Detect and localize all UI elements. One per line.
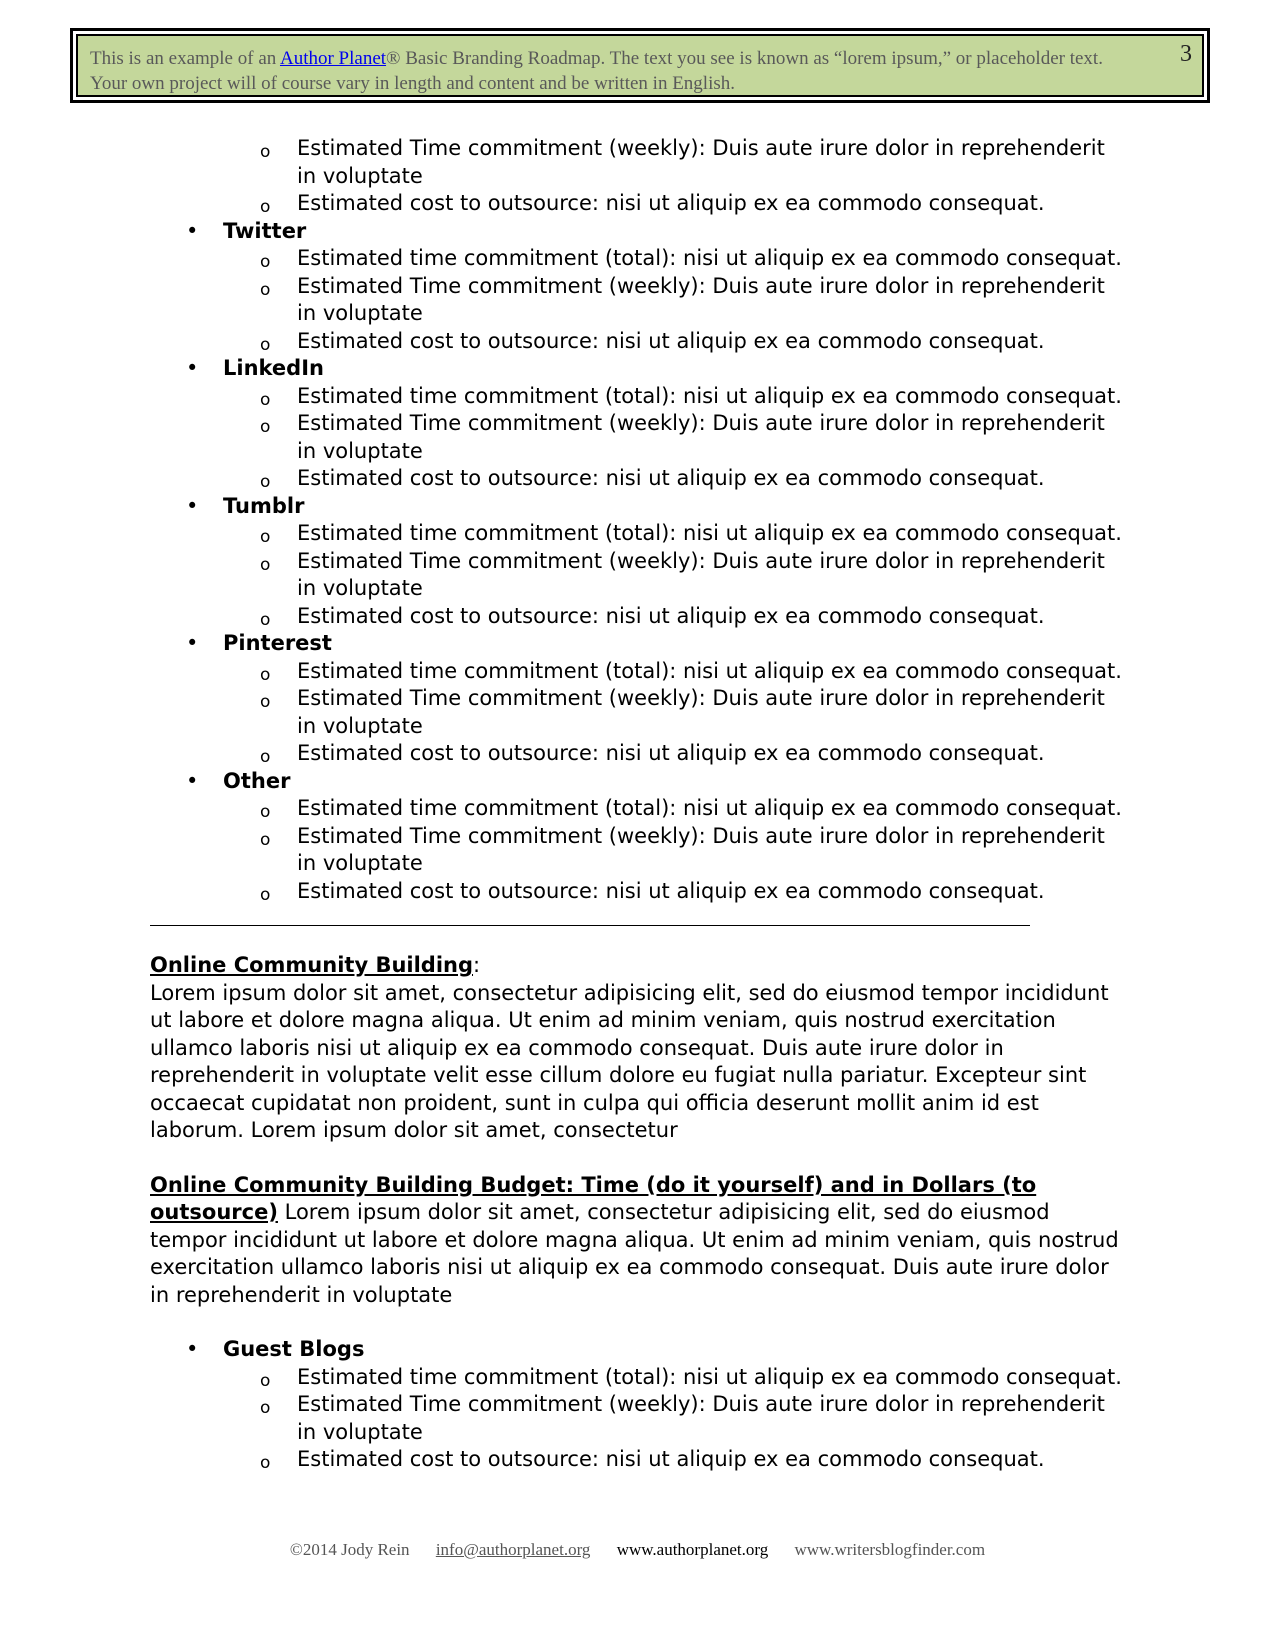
list-item-text: Estimated time commitment (total): nisi ut aliquip ex ea commodo consequat. bbox=[297, 521, 1122, 545]
sub-bullet-icon: o bbox=[260, 527, 271, 547]
list-item-text: Estimated time commitment (total): nisi ut aliquip ex ea commodo consequat. bbox=[297, 1364, 1122, 1389]
sub-bullet-icon: o bbox=[260, 142, 271, 162]
sub-bullet-icon: o bbox=[260, 252, 271, 272]
sub-bullet-icon: o bbox=[260, 609, 271, 630]
platform-item-guest-blogs bbox=[150, 1336, 1130, 1474]
list-item bbox=[150, 135, 1130, 190]
list-item-text: Estimated Time commitment (weekly): Duis aute irure dolor in reprehenderit in voluptate bbox=[297, 1392, 1105, 1444]
platform-item-linkedin bbox=[150, 355, 1130, 493]
footer-email-link[interactable]: info@authorplanet.org bbox=[435, 1540, 591, 1559]
list-item bbox=[223, 328, 1130, 356]
list-item-text: Estimated Time commitment (weekly): Duis aute irure dolor in reprehenderit in voluptate bbox=[297, 548, 1105, 600]
bullet-icon: • bbox=[186, 218, 199, 243]
list-item-text: Estimated cost to outsource: nisi ut aliquip ex ea commodo consequat. bbox=[297, 466, 1045, 490]
list-item bbox=[223, 740, 1130, 768]
sub-bullet-icon: o bbox=[260, 1398, 271, 1418]
header-banner bbox=[70, 28, 1210, 103]
author-planet-link[interactable]: Author Planet bbox=[279, 48, 387, 69]
sub-bullet-icon: o bbox=[260, 554, 271, 575]
list-item-text: Estimated Time commitment (weekly): Duis aute irure dolor in reprehenderit in voluptate bbox=[297, 686, 1105, 738]
sub-bullet-icon: o bbox=[260, 664, 271, 685]
budget-heading: Online Community Building Budget: Time (do it yourself) and in Dollars (to outsource) bbox=[150, 1172, 1037, 1224]
list-item-text: Estimated cost to outsource: nisi ut aliquip ex ea commodo consequat. bbox=[297, 741, 1045, 765]
sub-bullet-icon: o bbox=[260, 747, 271, 767]
footer-site-link[interactable]: www.authorplanet.org bbox=[616, 1540, 769, 1559]
list-item bbox=[223, 658, 1130, 686]
list-item-text: Estimated cost to outsource: nisi ut aliquip ex ea commodo consequat. bbox=[297, 328, 1045, 353]
community-heading-colon: : bbox=[473, 953, 481, 977]
sub-bullet-icon: o bbox=[260, 389, 271, 410]
continued-list bbox=[150, 135, 1130, 218]
banner-text-after: ® Basic Branding Roadmap. The text you see is known as “lorem ipsum,” or placeholder text. Your own project will of course vary in length and content and be written in English. bbox=[90, 48, 1103, 94]
sub-bullet-icon: o bbox=[260, 829, 271, 850]
list-item-text: Estimated cost to outsource: nisi ut aliquip ex ea commodo consequat. bbox=[297, 878, 1045, 903]
list-item bbox=[223, 383, 1130, 411]
platform-item-twitter bbox=[150, 218, 1130, 356]
platform-list bbox=[150, 218, 1130, 906]
sub-bullet-icon: o bbox=[260, 417, 271, 437]
platform-name: Twitter bbox=[223, 218, 307, 243]
list-item-text: Estimated Time commitment (weekly): Duis aute irure dolor in reprehenderit in voluptate bbox=[297, 823, 1105, 875]
list-item bbox=[223, 795, 1130, 823]
sub-bullet-icon: o bbox=[260, 692, 271, 712]
sub-list bbox=[223, 245, 1130, 355]
banner-text-before: This is an example of an bbox=[90, 48, 280, 69]
list-item bbox=[223, 465, 1130, 493]
bullet-icon: • bbox=[186, 493, 199, 518]
sub-bullet-icon: o bbox=[260, 472, 271, 492]
list-item bbox=[223, 823, 1130, 878]
bullet-icon: • bbox=[186, 768, 199, 793]
sub-list bbox=[223, 520, 1130, 630]
list-item-text: Estimated time commitment (total): nisi ut aliquip ex ea commodo consequat. bbox=[297, 658, 1122, 683]
list-item bbox=[223, 685, 1130, 740]
sub-bullet-icon: o bbox=[260, 1370, 271, 1391]
bullet-icon: • bbox=[186, 631, 199, 655]
sub-bullet-icon: o bbox=[260, 884, 271, 905]
list-item bbox=[223, 410, 1130, 465]
sub-list bbox=[223, 795, 1130, 905]
list-item-text: Estimated Time commitment (weekly): Duis aute irure dolor in reprehenderit in voluptate bbox=[297, 136, 1105, 188]
banner-content bbox=[76, 34, 1204, 97]
guest-blogs-list bbox=[150, 1336, 1130, 1474]
list-item bbox=[223, 520, 1130, 548]
list-item-text: Estimated time commitment (total): nisi ut aliquip ex ea commodo consequat. bbox=[297, 796, 1122, 820]
platform-item-pinterest bbox=[150, 630, 1130, 768]
page-footer bbox=[0, 1540, 1275, 1560]
sub-list bbox=[223, 658, 1130, 768]
footer-copyright: ©2014 Jody Rein bbox=[289, 1540, 410, 1559]
list-item bbox=[223, 548, 1130, 603]
list-item-text: Estimated cost to outsource: nisi ut aliquip ex ea commodo consequat. bbox=[297, 191, 1045, 215]
list-item-text: Estimated Time commitment (weekly): Duis aute irure dolor in reprehenderit in voluptate bbox=[297, 411, 1105, 463]
list-item-text: Estimated time commitment (total): nisi ut aliquip ex ea commodo consequat. bbox=[297, 246, 1122, 270]
list-item bbox=[223, 603, 1130, 631]
budget-section bbox=[150, 1172, 1130, 1310]
list-item-text: Estimated cost to outsource: nisi ut aliquip ex ea commodo consequat. bbox=[297, 603, 1045, 628]
sub-list bbox=[223, 1364, 1130, 1474]
sub-bullet-icon: o bbox=[260, 197, 271, 217]
sub-bullet-icon: o bbox=[260, 279, 271, 300]
community-heading: Online Community Building bbox=[150, 953, 474, 977]
community-body: Lorem ipsum dolor sit amet, consectetur adipisicing elit, sed do eiusmod tempor incididunt ut labore et dolore magna aliqua. Ut enim ad minim veniam, quis nostrud exercitation ullamco laboris nisi ut aliquip ex ea commodo consequat. Duis aute irure dolor in reprehenderit in voluptate velit esse cillum dolore eu fugiat nulla pariatur. Excepteur sint occaecat cupidatat non proident, sunt in culpa qui officia deserunt mollit anim id est laborum. Lorem ipsum dolor sit amet, consectetur bbox=[150, 980, 1109, 1142]
sub-bullet-icon: o bbox=[260, 802, 271, 822]
list-item-text: Estimated cost to outsource: nisi ut aliquip ex ea commodo consequat. bbox=[297, 1447, 1045, 1471]
budget-body: Lorem ipsum dolor sit amet, consectetur adipisicing elit, sed do eiusmod tempor incididunt ut labore et dolore magna aliqua. Ut enim ad minim veniam, quis nostrud exercitation ullamco laboris nisi ut aliquip ex ea commodo consequat. Duis aute irure dolor in reprehenderit in voluptate bbox=[150, 1200, 1119, 1307]
platform-item-other bbox=[150, 768, 1130, 906]
platform-name: Tumblr bbox=[223, 493, 305, 518]
platform-name: LinkedIn bbox=[223, 356, 324, 380]
list-item-text: Estimated time commitment (total): nisi ut aliquip ex ea commodo consequat. bbox=[297, 383, 1122, 408]
bullet-icon: • bbox=[186, 1337, 199, 1361]
platform-name: Other bbox=[223, 768, 291, 793]
sub-list bbox=[223, 383, 1130, 493]
platform-name: Pinterest bbox=[223, 631, 332, 655]
list-item-text: Estimated Time commitment (weekly): Duis aute irure dolor in reprehenderit in voluptate bbox=[297, 273, 1105, 325]
bullet-icon: • bbox=[186, 356, 199, 380]
footer-site2-link[interactable]: www.writersblogfinder.com bbox=[794, 1540, 986, 1559]
list-item bbox=[223, 1446, 1130, 1474]
list-item bbox=[150, 190, 1130, 218]
document-body bbox=[150, 135, 1130, 1474]
platform-name: Guest Blogs bbox=[223, 1337, 365, 1361]
sub-bullet-icon: o bbox=[260, 1453, 271, 1473]
list-item bbox=[223, 1364, 1130, 1392]
list-item bbox=[223, 245, 1130, 273]
platform-item-tumblr bbox=[150, 493, 1130, 631]
page-number: 3 bbox=[1180, 41, 1192, 67]
list-item bbox=[223, 273, 1130, 328]
list-item bbox=[223, 1391, 1130, 1446]
sub-bullet-icon: o bbox=[260, 334, 271, 355]
list-item bbox=[223, 878, 1130, 906]
community-section bbox=[150, 952, 1130, 980]
